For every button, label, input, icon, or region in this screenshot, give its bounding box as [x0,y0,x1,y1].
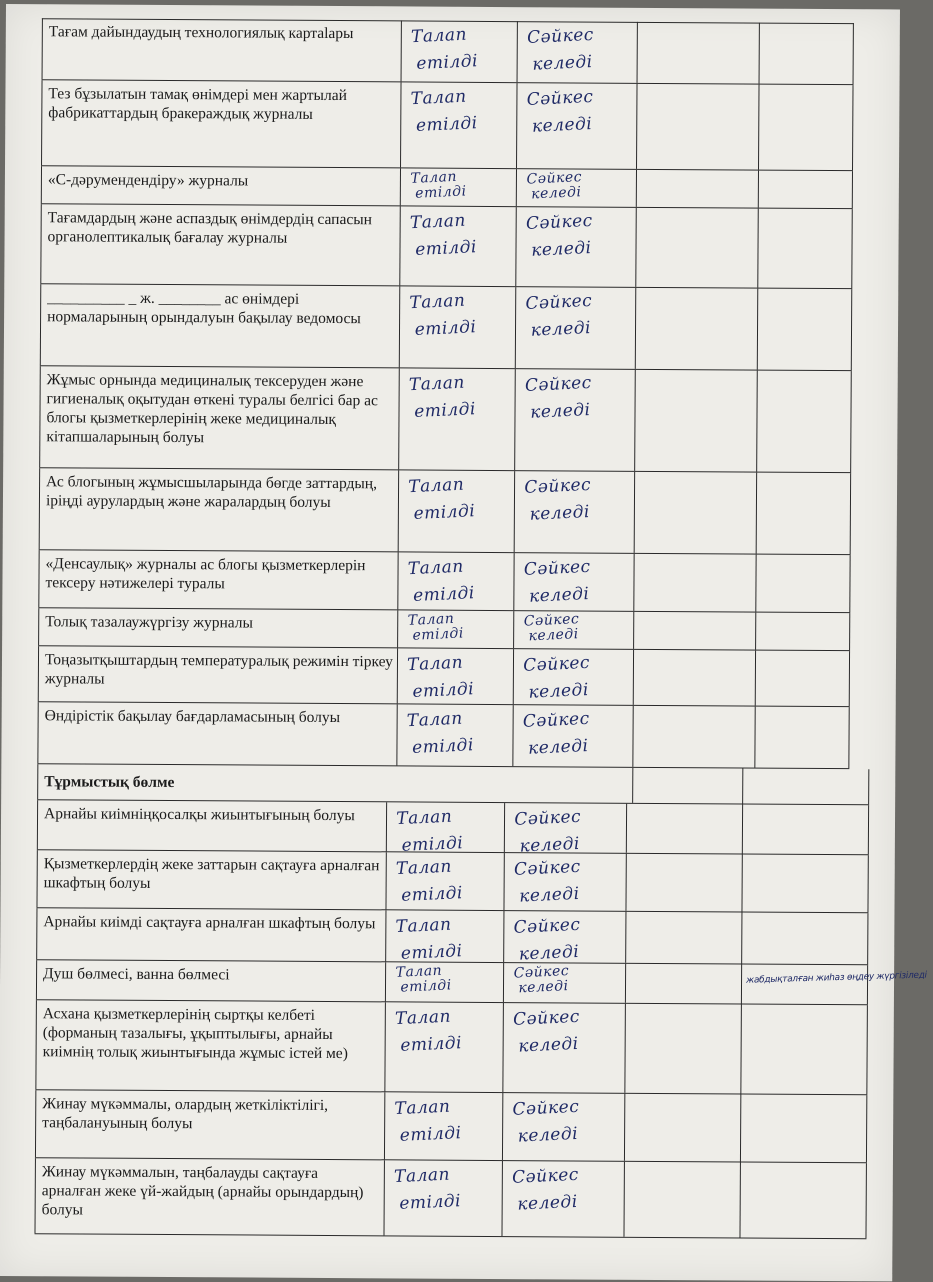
empty-cell [637,84,760,170]
handwritten-compliant-cell [516,207,636,287]
table-row [41,166,853,209]
requirement-cell [39,468,399,551]
handwritten-line-2: келеді [529,399,591,423]
handwritten-required-cell [401,82,518,168]
handwritten-text [523,650,592,707]
handwritten-line-2: келеді [528,679,590,703]
requirement-label: Жұмыс орнында медициналық тексеруден және гигиеналық оқытудан өткені туралы белгісі бар ас блогы қызметкерлерінің жеке медициналық кітапшаларының болуы [46,371,378,447]
handwritten-line-1: Талап [408,372,466,396]
handwritten-required-cell [397,704,513,766]
requirement-cell [37,800,387,851]
handwritten-line-1: Талап [410,168,458,187]
handwritten-compliant-cell [504,853,626,911]
table-row [34,1158,866,1239]
empty-cell [759,85,854,171]
handwritten-required-cell [398,610,514,648]
empty-cell [625,1004,742,1094]
handwritten-line-2: келеді [518,978,569,997]
empty-cell [741,1095,867,1163]
handwritten-line-1: Сәйкес [513,914,581,938]
handwritten-line-2: етілді [398,1191,462,1214]
handwritten-text [409,207,477,264]
table-row [36,960,927,1005]
handwritten-required-cell [400,206,516,286]
handwritten-line-2: келеді [517,1123,579,1147]
requirement-label: Өндірістік бақылау бағдарламасының болуы [44,707,341,727]
handwritten-line-1: Сәйкес [522,652,591,676]
handwritten-line-2: етілді [399,1033,463,1056]
handwritten-line-1: Талап [410,86,468,110]
handwritten-line-2: етілді [415,113,479,136]
handwritten-line-2: етілді [412,679,475,702]
handwritten-text [513,912,582,969]
empty-cell [633,768,743,804]
empty-cell [743,805,869,855]
table-row [36,908,868,965]
handwritten-text [408,369,476,426]
empty-cell [634,554,756,612]
handwritten-compliant-cell [503,1093,625,1161]
requirement-cell [42,18,402,81]
empty-cell [626,964,742,1004]
table-row [42,18,854,85]
requirement-label: Жинау мүкәммалын, таңбалауды сақтауға арналған жеке үй-жайдың (арнайы орындардың) болуы [41,1163,364,1219]
handwritten-compliant-cell [514,553,634,611]
requirement-cell [39,366,400,469]
handwritten-line-2: етілді [414,183,467,202]
requirement-cell [38,646,398,703]
requirement-label: Тағамдардың және аспаздық өнімдердің сапасын органолептикалық бағалау журналы [47,209,373,247]
handwritten-text [527,22,596,79]
empty-cell [742,913,868,965]
empty-cell [742,855,868,913]
handwritten-line-1: Сәйкес [523,556,592,580]
checklist-table [34,18,927,1267]
handwritten-line-1: Сәйкес [512,1096,580,1120]
handwritten-line-1: Сәйкес [524,372,593,396]
handwritten-text [512,1094,581,1151]
requirement-cell [35,1090,385,1159]
handwritten-line-2: келеді [528,626,580,645]
handwritten-line-2: етілді [412,625,465,644]
handwritten-compliant-cell [504,963,626,1003]
requirement-label: Тез бұзылатын тамақ өнімдері мен жартылай фабрикаттардың бракераждық журналы [48,85,347,123]
handwritten-line-1: Талап [407,610,455,629]
handwritten-text [410,83,478,140]
handwritten-line-1: Сәйкес [522,708,591,732]
table-row [38,646,850,707]
empty-cell [634,650,756,706]
table-row [39,366,852,473]
handwritten-line-2: етілді [415,51,479,74]
requirement-cell [34,1158,384,1235]
note-cell [742,965,927,1005]
handwritten-line-2: етілді [414,237,478,260]
handwritten-line-2: келеді [531,113,593,137]
handwritten-required-cell [399,470,515,552]
requirement-cell [41,80,402,167]
handwritten-line-1: Талап [394,1006,452,1030]
empty-cell [756,613,850,651]
handwritten-text [409,287,477,344]
handwritten-text [411,21,479,78]
empty-cell [636,208,758,288]
document-page [0,4,927,1281]
empty-cell [756,651,850,707]
handwritten-line-2: келеді [530,317,592,341]
requirement-label: Арнайы киімніңқосалқы жиынтығының болуы [44,805,355,825]
handwritten-text [512,1162,581,1219]
table-row [41,80,854,171]
handwritten-line-1: Талап [393,1164,451,1188]
handwritten-line-1: Сәйкес [526,86,594,110]
handwritten-compliant-cell [514,649,634,705]
table-row [35,1090,867,1163]
handwritten-compliant-cell [502,1161,624,1237]
handwritten-compliant-cell [514,611,634,649]
handwritten-line-2: етілді [400,977,453,996]
handwritten-required-cell [398,552,514,610]
handwritten-compliant-cell [503,1003,626,1093]
empty-cell [627,804,743,854]
handwritten-text [523,554,592,611]
empty-cell [636,288,758,370]
handwritten-line-1: Талап [394,1096,451,1120]
handwritten-text [524,370,593,427]
handwritten-required-cell [385,1092,503,1160]
handwritten-text [522,706,591,763]
requirement-label: Тоңазытқыштардың температуралық режимін тіркеу журналы [44,651,393,688]
empty-cell [637,170,759,208]
handwritten-line-2: етілді [401,833,464,856]
requirement-cell [41,166,401,205]
handwritten-line-1: Талап [407,556,465,580]
handwritten-line-1: Сәйкес [513,806,582,830]
section-title-cell [37,764,633,803]
handwritten-line-2: келеді [527,735,589,759]
requirement-cell [36,850,386,909]
handwritten-text [395,911,463,968]
handwritten-line-2: етілді [400,883,464,906]
empty-cell [635,370,758,472]
requirement-cell [36,908,386,961]
handwritten-line-1: Сәйкес [511,1164,580,1188]
handwritten-text [395,963,452,996]
empty-cell [626,912,742,964]
handwritten-line-1: Талап [409,290,466,314]
handwritten-line-1: Талап [407,474,465,498]
handwritten-text [525,288,594,345]
handwritten-compliant-cell [516,287,636,369]
handwritten-line-1: Сәйкес [526,24,595,48]
handwritten-compliant-cell [504,911,626,963]
handwritten-text [395,853,463,910]
handwritten-required-cell [387,802,505,856]
requirement-label: «С-дәрумендендіру» журналы [47,171,249,190]
handwritten-line-2: келеді [518,883,580,907]
handwritten-line-2: етілді [399,1123,462,1146]
empty-cell [740,1163,866,1239]
handwritten-required-cell [386,962,504,1002]
requirement-cell [40,284,400,367]
handwritten-line-2: келеді [529,501,591,525]
requirement-label: «Денсаулық» журналы ас блогы қызметкерлерін тексеру нәтижелері туралы [45,555,366,593]
handwritten-note: жабдықталған жиһаз өңдеу жүргізіледі [745,970,927,986]
handwritten-line-2: келеді [528,583,590,607]
handwritten-required-cell [399,368,516,470]
handwritten-line-2: келеді [530,184,582,203]
handwritten-line-2: етілді [400,941,463,964]
handwritten-compliant-cell [515,471,635,553]
table-row [39,468,851,555]
handwritten-text [408,471,476,528]
handwritten-compliant-cell [515,369,636,471]
empty-cell [741,1005,868,1095]
handwritten-line-1: Талап [406,652,464,676]
handwritten-required-cell [385,1002,504,1092]
handwritten-line-1: Сәйкес [513,963,570,982]
handwritten-line-2: келеді [531,51,594,75]
handwritten-compliant-cell [505,803,627,857]
handwritten-line-2: келеді [519,833,581,857]
empty-cell [755,707,849,769]
requirement-cell [38,608,398,647]
handwritten-line-2: етілді [413,399,477,422]
handwritten-required-cell [400,286,516,368]
handwritten-text [407,649,475,706]
handwritten-line-1: Талап [395,962,443,981]
handwritten-text [407,553,475,610]
handwritten-line-1: Талап [409,210,467,234]
table-row [37,800,869,855]
table-row [38,550,850,613]
handwritten-text [524,472,593,529]
requirement-label: Толық тазалаужүргізу журналы [45,613,254,632]
empty-cell [635,472,757,554]
handwritten-text [513,1004,582,1061]
handwritten-line-2: келеді [517,1033,580,1057]
requirement-label: Арнайы киімді сақтауға арналған шкафтың болуы [43,913,376,933]
handwritten-text [394,1093,462,1150]
table-row [40,284,852,371]
table-row [38,608,850,651]
table-row [36,850,868,913]
handwritten-line-2: етілді [412,583,476,606]
requirement-label: Жинау мүкәммалы, олардың жеткіліктілігі, таңбалануының болуы [42,1095,329,1133]
handwritten-line-1: Сәйкес [523,474,592,498]
handwritten-line-1: Талап [395,856,453,880]
handwritten-line-1: Сәйкес [513,856,582,880]
handwritten-text [408,611,465,644]
handwritten-line-1: Сәйкес [526,169,583,188]
requirement-label: Ас блогының жұмысшыларында бөгде заттардың, іріңді аурулардың және жаралардың болуы [45,473,378,511]
empty-cell [756,555,850,613]
handwritten-compliant-cell [513,705,633,767]
empty-cell [633,706,755,768]
requirement-cell [38,550,398,609]
handwritten-line-2: етілді [414,317,477,340]
handwritten-line-1: Сәйкес [523,611,580,630]
requirement-label: Қызметкерлердің жеке заттарын сақтауға арналған шкафтың болуы [43,855,380,892]
handwritten-line-2: келеді [530,237,592,261]
empty-cell [758,289,852,371]
empty-cell [634,612,756,650]
handwritten-text [513,854,582,911]
requirement-label: __________ _ ж. ________ ас өнімдері нормаларының орындалуын бақылау ведомосы [47,289,361,328]
handwritten-text [513,964,570,997]
empty-cell [626,854,742,912]
handwritten-line-2: етілді [413,501,476,524]
handwritten-required-cell [402,20,518,82]
handwritten-text [410,169,467,202]
handwritten-line-2: етілді [411,735,475,758]
handwritten-text [526,170,583,203]
table-row [35,1000,868,1095]
handwritten-text [406,705,474,762]
handwritten-line-1: Талап [395,806,453,830]
handwritten-line-2: келеді [516,1191,579,1215]
requirement-cell [37,702,397,765]
handwritten-line-1: Талап [395,914,452,938]
handwritten-required-cell [401,168,517,206]
table-row [37,702,849,769]
section-title: Тұрмыстық бөлме [44,773,175,792]
requirement-cell [35,1000,386,1091]
handwritten-text [525,208,594,265]
handwritten-required-cell [384,1160,502,1236]
requirement-label: Тағам дайындаудың технологиялық картаlары [48,23,354,43]
handwritten-required-cell [386,910,504,962]
empty-cell [760,23,854,85]
requirement-label: Душ бөлмесі, ванна бөлмесі [43,965,230,984]
section-row [37,764,869,805]
requirement-cell [40,204,400,285]
handwritten-line-2: келеді [518,941,580,965]
requirement-cell [36,960,386,1001]
handwritten-line-1: Сәйкес [525,210,594,234]
empty-cell [625,1094,741,1162]
handwritten-compliant-cell [517,83,638,169]
empty-cell [759,171,853,209]
empty-cell [758,209,852,289]
handwritten-line-1: Талап [410,24,468,48]
handwritten-compliant-cell [517,169,637,207]
table-row [40,204,852,289]
empty-cell [624,1162,740,1238]
handwritten-text [395,1003,463,1060]
handwritten-line-1: Сәйкес [512,1006,581,1030]
handwritten-compliant-cell [518,21,638,83]
handwritten-text [526,84,595,141]
empty-cell [757,473,851,555]
empty-cell [743,769,869,805]
handwritten-required-cell [398,648,514,704]
empty-cell [757,371,852,473]
empty-cell [638,22,760,84]
handwritten-required-cell [386,852,504,910]
handwritten-line-1: Сәйкес [525,290,593,314]
requirement-label: Асхана қызметкерлерінің сыртқы келбеті (форманың тазалығы, ұқыптылығы, арнайы киімнің толық жиынтығында жұмыс істей ме) [42,1005,348,1063]
handwritten-line-1: Талап [406,708,464,732]
handwritten-text [524,612,581,645]
handwritten-text [394,1161,462,1218]
